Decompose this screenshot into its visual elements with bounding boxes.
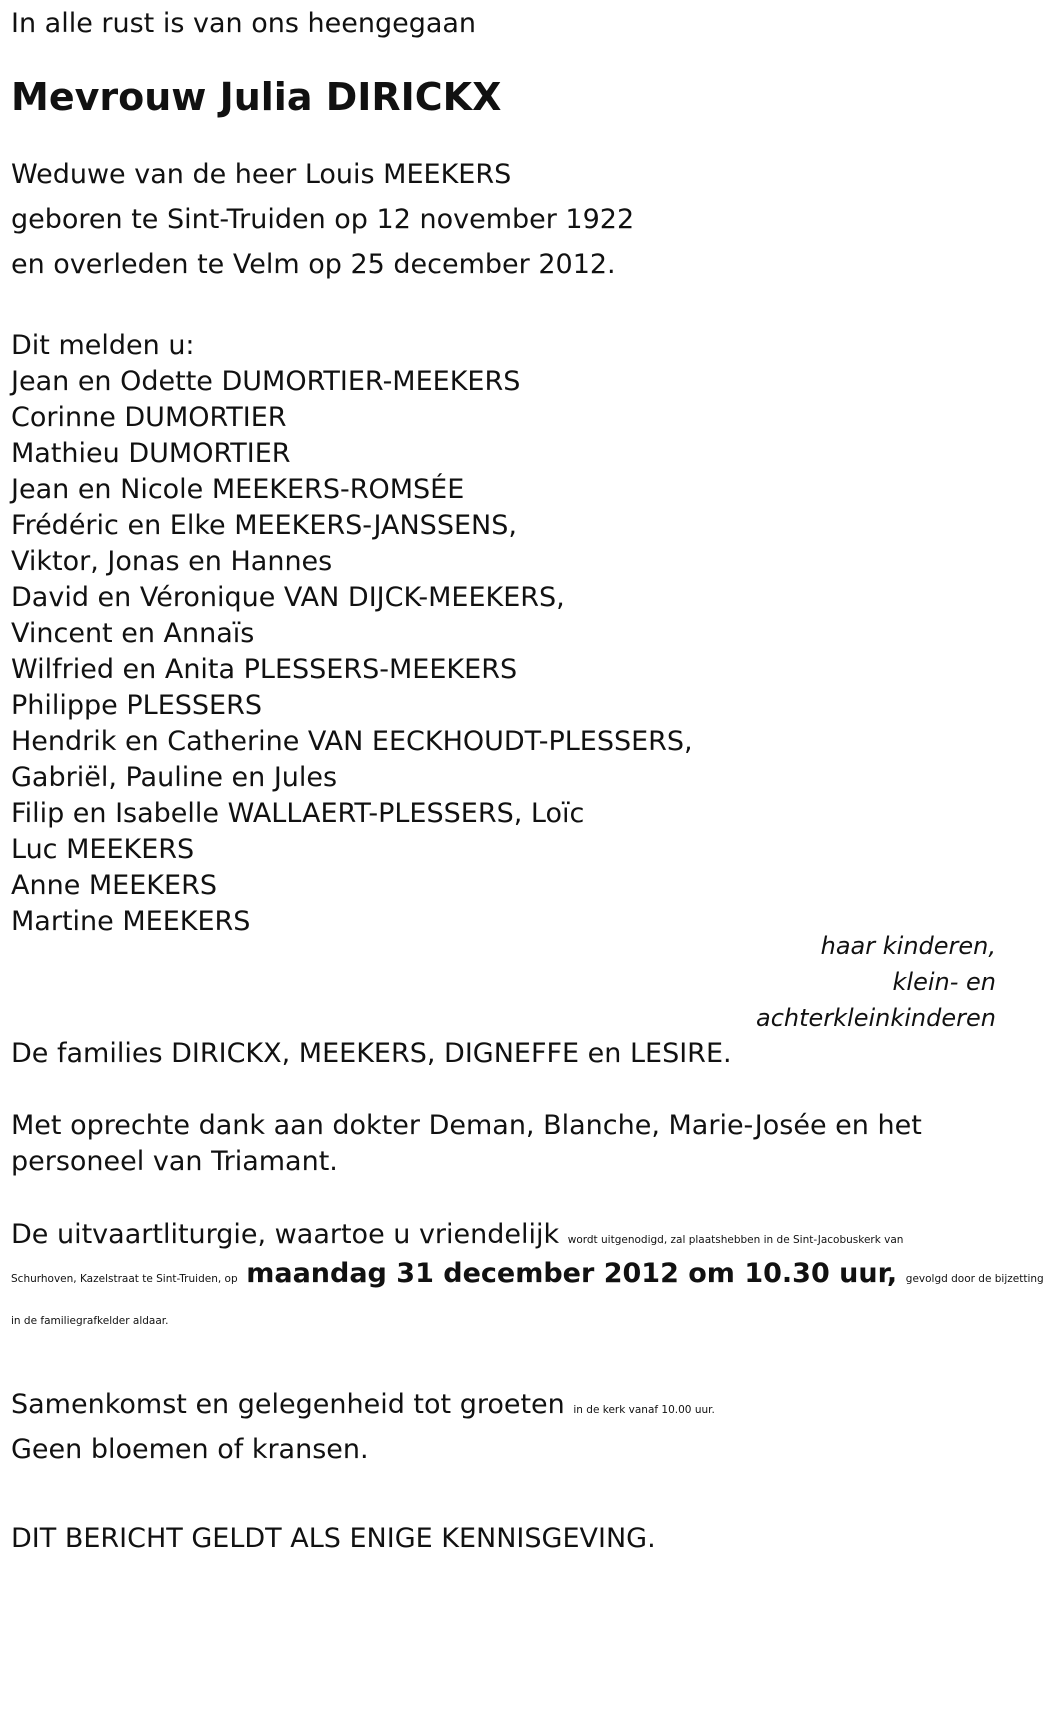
liturgy-small-text: wordt uitgenodigd, zal plaatshebben in de Sint-Jacobuskerk van	[567, 1234, 904, 1246]
funeral-date-time: maandag 31 december 2012 om 10.30 uur,	[246, 1258, 898, 1289]
liturgy-small-text: Schurhoven, Kazelstraat te Sint-Truiden, op	[11, 1273, 238, 1285]
family-member: Corinne DUMORTIER	[11, 402, 287, 433]
family-member: Mathieu DUMORTIER	[11, 438, 291, 469]
family-member: Vincent en Annaïs	[11, 618, 255, 649]
family-member: Luc MEEKERS	[11, 834, 195, 865]
family-member: Philippe PLESSERS	[11, 690, 262, 721]
family-member: Gabriël, Pauline en Jules	[11, 762, 338, 793]
gathering-small-text: in de kerk vanaf 10.00 uur.	[573, 1404, 715, 1416]
families-line: De families DIRICKX, MEEKERS, DIGNEFFE en LESIRE.	[11, 1038, 732, 1069]
family-member: David en Véronique VAN DIJCK-MEEKERS,	[11, 582, 565, 613]
thanks-line-2: personeel van Triamant.	[11, 1146, 338, 1177]
liturgy-line-3	[11, 1296, 169, 1341]
family-member: Martine MEEKERS	[11, 906, 251, 937]
gathering-line	[11, 1385, 715, 1430]
family-member: Filip en Isabelle WALLAERT-PLESSERS, Loïc	[11, 798, 585, 829]
thanks-line-1: Met oprechte dank aan dokter Deman, Blanche, Marie-Josée en het	[11, 1110, 922, 1141]
liturgy-text: De uitvaartliturgie, waartoe u vriendelijk	[11, 1219, 560, 1250]
relation-grandchildren: klein- en	[892, 968, 996, 996]
gathering-text: Samenkomst en gelegenheid tot groeten	[11, 1389, 565, 1420]
announce-label: Dit melden u:	[11, 330, 195, 361]
intro-text: In alle rust is van ons heengegaan	[11, 8, 477, 39]
detail-widow: Weduwe van de heer Louis MEEKERS	[11, 159, 512, 190]
family-member: Wilfried en Anita PLESSERS-MEEKERS	[11, 654, 518, 685]
detail-born: geboren te Sint-Truiden op 12 november 1922	[11, 204, 635, 235]
family-member: Anne MEEKERS	[11, 870, 217, 901]
family-member: Jean en Odette DUMORTIER-MEEKERS	[11, 366, 521, 397]
relation-great-grandchildren: achterkleinkinderen	[756, 1004, 996, 1032]
official-notice: DIT BERICHT GELDT ALS ENIGE KENNISGEVING.	[11, 1523, 656, 1554]
family-member: Jean en Nicole MEEKERS-ROMSÉE	[11, 474, 465, 505]
liturgy-small-text: in de familiegrafkelder aldaar.	[11, 1315, 169, 1327]
deceased-name: Mevrouw Julia DIRICKX	[11, 75, 502, 119]
liturgy-line-2	[11, 1254, 1044, 1299]
relation-children: haar kinderen,	[820, 932, 996, 960]
family-member: Frédéric en Elke MEEKERS-JANSSENS,	[11, 510, 517, 541]
family-member: Hendrik en Catherine VAN EECKHOUDT-PLESSERS,	[11, 726, 693, 757]
no-flowers: Geen bloemen of kransen.	[11, 1434, 369, 1465]
detail-died: en overleden te Velm op 25 december 2012.	[11, 249, 616, 280]
family-member: Viktor, Jonas en Hannes	[11, 546, 333, 577]
liturgy-small-text: gevolgd door de bijzetting	[905, 1273, 1044, 1285]
